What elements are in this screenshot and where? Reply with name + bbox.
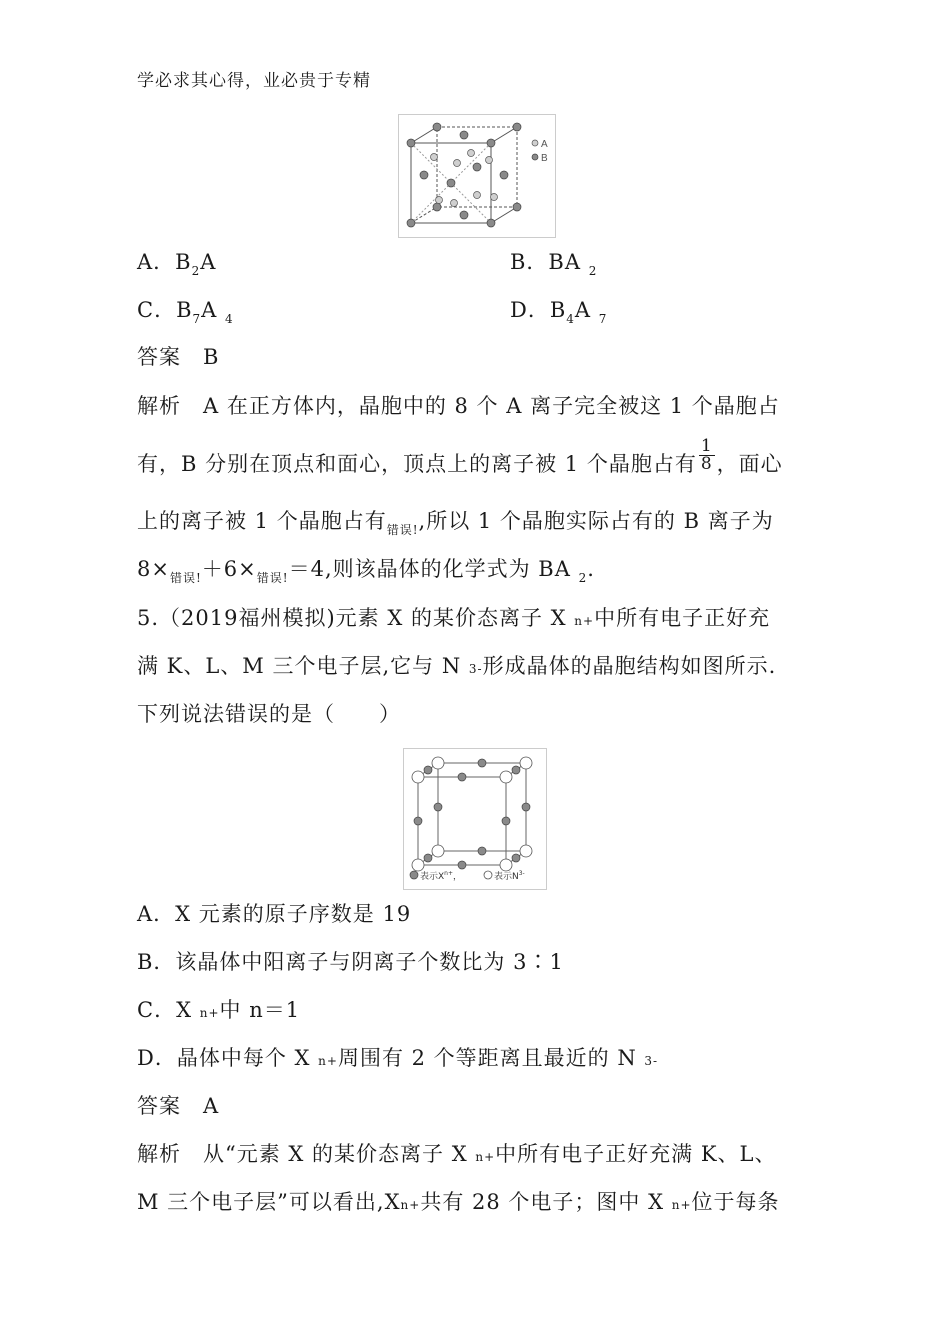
svg-text:表示Xn+，: 表示$X^{n+}$， xyxy=(420,870,463,882)
crystal-cell-figure-xn xyxy=(403,748,547,890)
legend-b-label: B xyxy=(541,153,548,164)
q5-stem-line-3: 下列说法错误的是（ ） xyxy=(137,702,401,726)
q5-explanation-line-2: M 三个电子层”可以看出,Xn+共有 28 个电子；图中 X n+位于每条 xyxy=(137,1190,780,1214)
q4-option-d: D．$B_4A$ $_7$ xyxy=(510,298,608,326)
q4-option-b: B．BA $_2$ xyxy=(510,250,598,278)
legend-n-label: 表示N xyxy=(494,872,519,882)
q4-explanation-line-3: 上的离子被 1 个晶胞占有$_{错误!}$,所以 1 个晶胞实际占有的 B 离子为 xyxy=(137,509,774,537)
q4-option-c: C．$B_7A$ $_4$ xyxy=(137,298,234,326)
page-header: 学必求其心得，业必贵于专精 xyxy=(137,71,371,91)
q5-explanation-line-1: 解析 从“元素 X 的某价态离子 X n+中所有电子正好充满 K、L、 xyxy=(137,1142,777,1166)
q4-answer: 答案 B xyxy=(137,345,220,369)
error-marker: 错误! xyxy=(386,523,419,537)
q4-explanation-line-1: 解析 A 在正方体内，晶胞中的 8 个 A 离子完全被这 1 个晶胞占 xyxy=(137,394,780,418)
q4-explanation-line-2: 有，B 分别在顶点和面心，顶点上的离子被 1 个晶胞占有 $\frac{1}{8}$ ，面心 xyxy=(137,436,783,476)
q5-stem-line-1: 5.（2019福州模拟)元素 X 的某价态离子 X n+中所有电子正好充 xyxy=(137,606,771,630)
error-marker: 错误! xyxy=(256,571,289,585)
fraction-one-eighth: $\frac{1}{8}$ xyxy=(700,436,713,474)
crystal-cell-figure-ab xyxy=(398,114,556,238)
q4-option-a: A．$B_2A$ xyxy=(137,250,217,278)
legend-a-label: A xyxy=(541,139,548,150)
q5-option-c: C．X n+中 n＝1 xyxy=(137,998,301,1022)
q5-stem-line-2: 满 K、L、M 三个电子层,它与 N 3-形成晶体的晶胞结构如图所示. xyxy=(137,654,777,678)
legend-x-label: 表示X xyxy=(420,872,445,882)
q4-explanation-line-4: $8\times_{错误!}+6\times_{错误!}=4$,则该晶体的化学式为 BA $_2$. xyxy=(137,557,595,585)
error-marker: 错误! xyxy=(169,571,202,585)
svg-text:表示N3-: 表示$N^{3-}$ xyxy=(494,870,525,882)
q5-option-a: A．X 元素的原子序数是 19 xyxy=(137,902,412,926)
q5-option-b: B．该晶体中阳离子与阴离子个数比为 3∶1 xyxy=(137,950,564,974)
q5-answer: 答案 A xyxy=(137,1094,220,1118)
q5-option-d: D．晶体中每个 X n+周围有 2 个等距离且最近的 N 3- xyxy=(137,1046,659,1070)
